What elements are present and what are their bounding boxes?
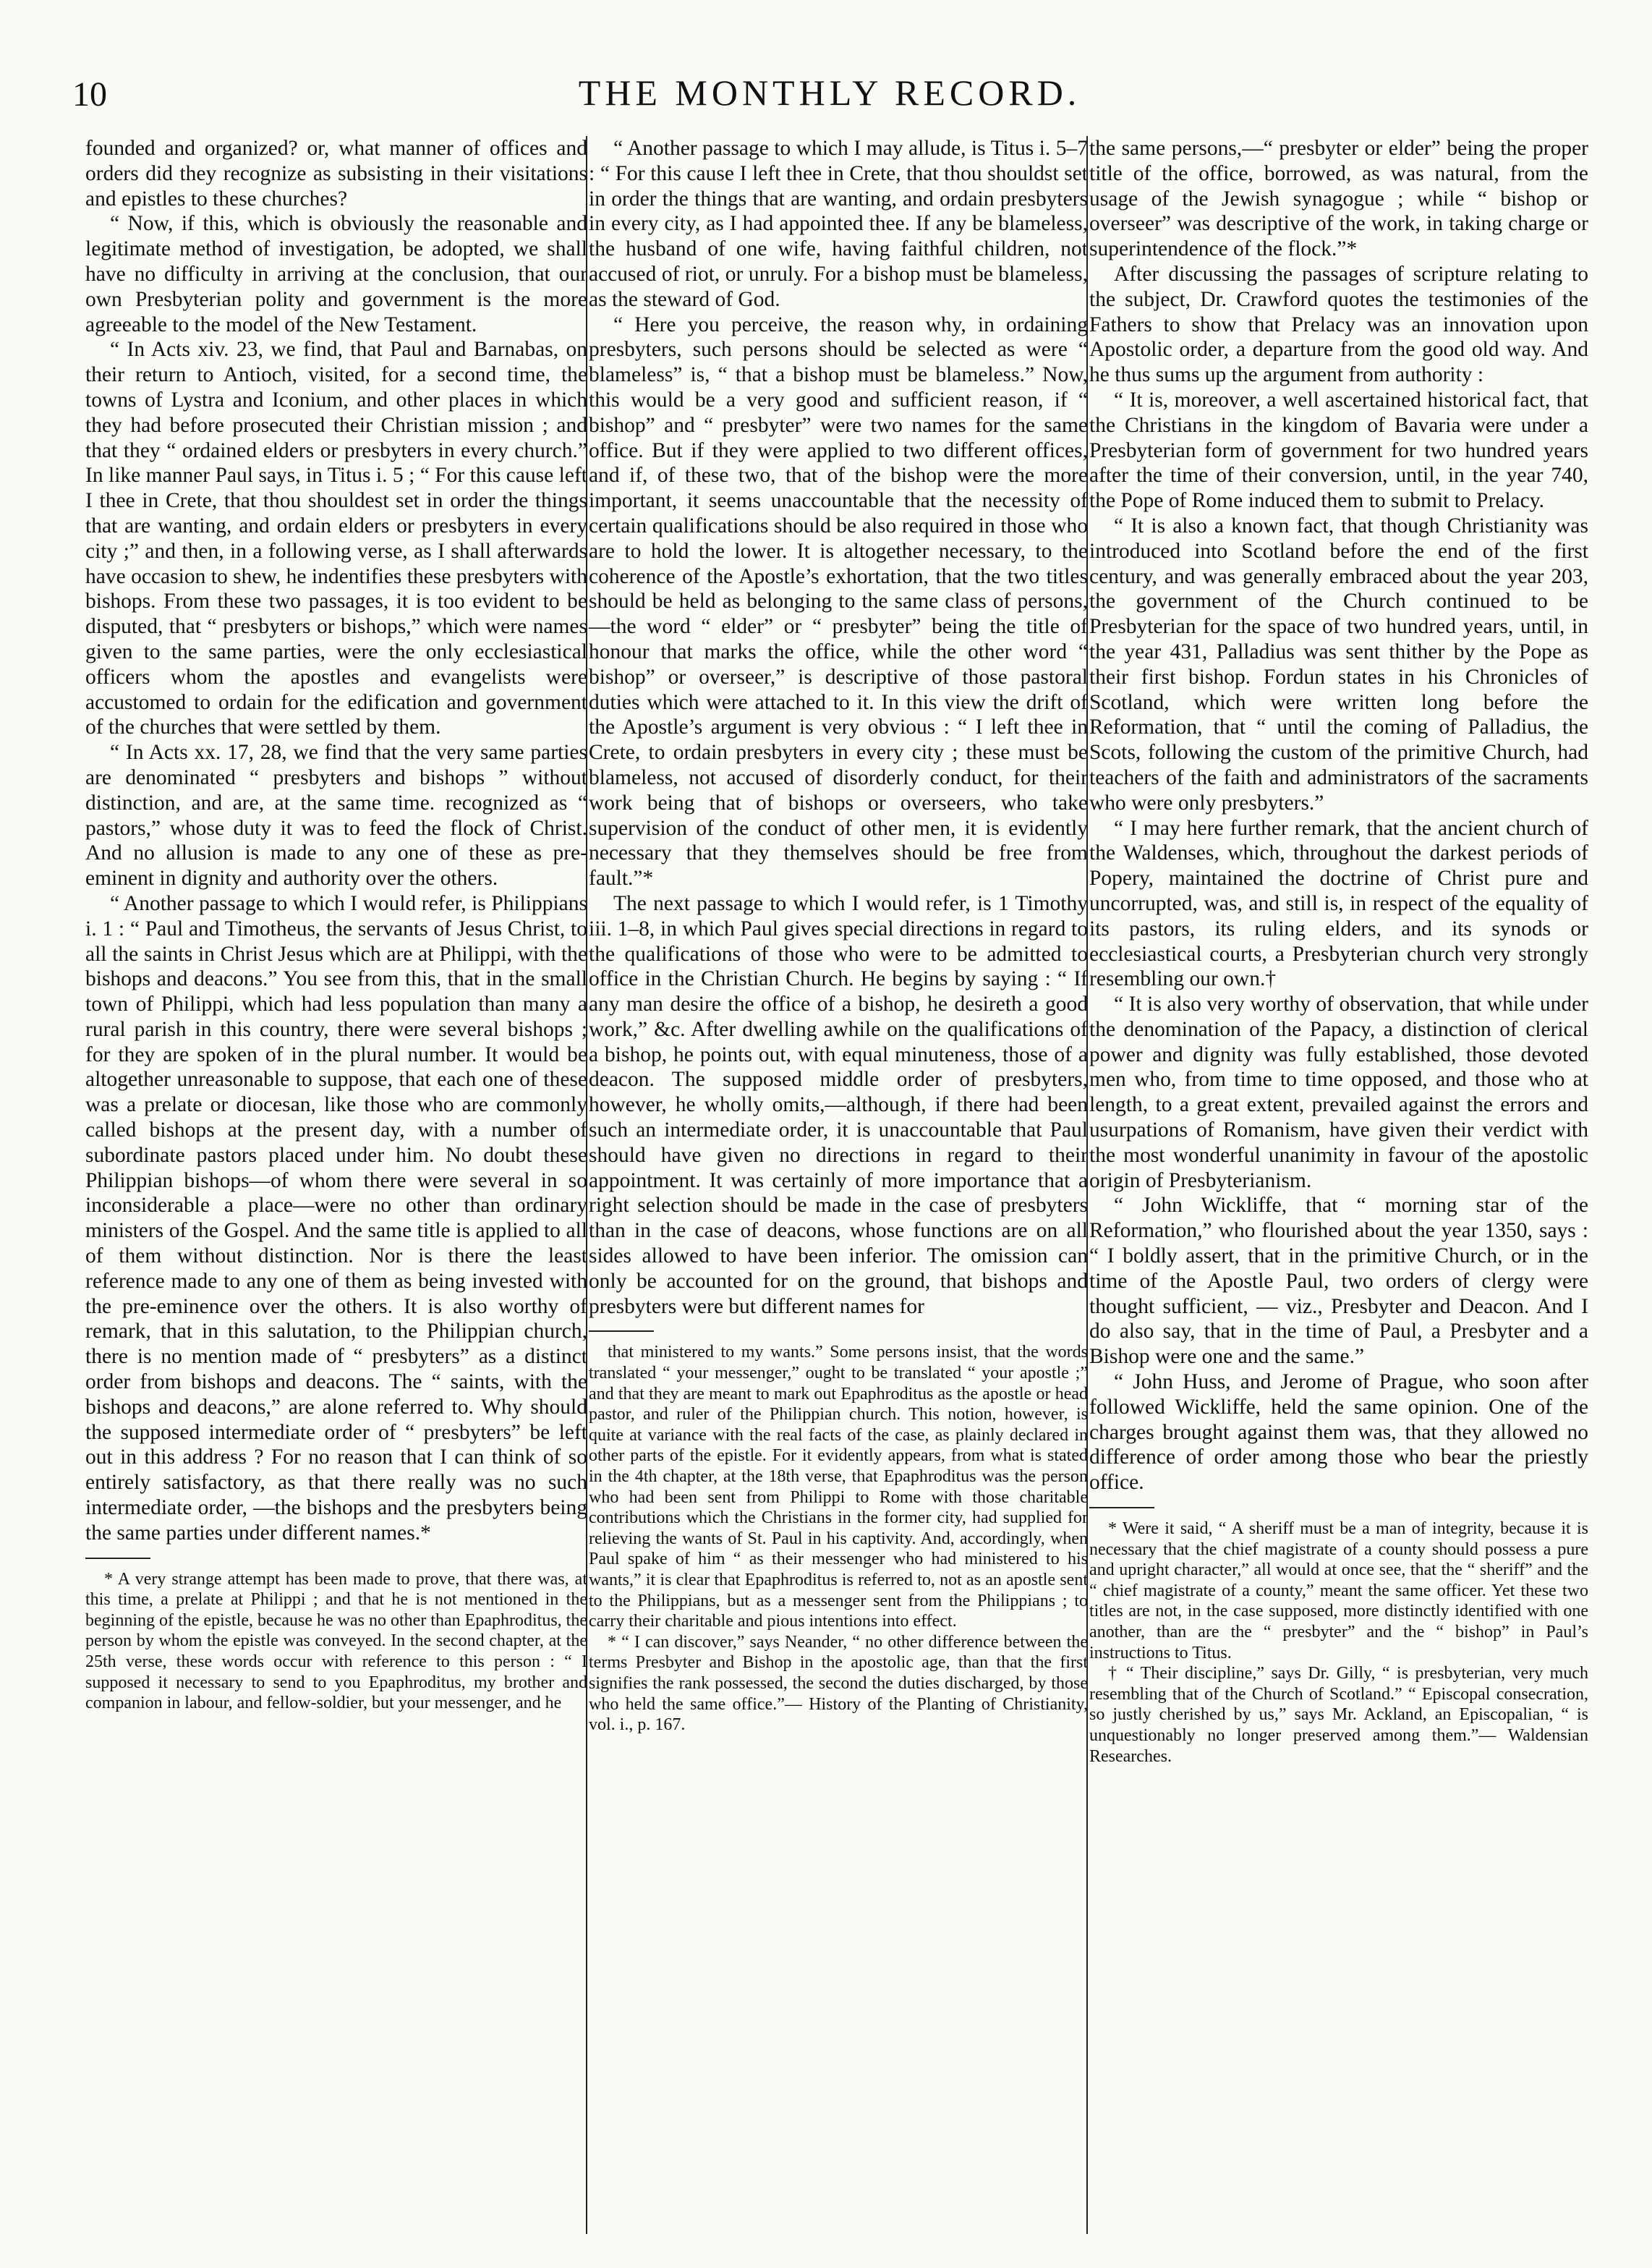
footnotes — [85, 1569, 587, 1714]
running-head: THE MONTHLY RECORD. — [578, 72, 1081, 113]
paragraph: “ Another passage to which I may allude, is Titus i. 5–7 : “ For this cause I left thee in Crete, that thou shouldst set in order the things that are wanting, and ordain presbyters in every city, as I had appointed thee. If any be blameless, the husband of one wife, having faithful children, not accused of riot, or unruly. For a bishop must be blameless, as the steward of God. — [589, 137, 1088, 311]
paragraph: the same persons,—“ presbyter or elder” being the proper title of the office, borrowed, as was natural, from the usage of the Jewish synagogue ; while “ bishop or overseer” was descriptive of the work, in taking charge or superintendence of the flock.”* — [1089, 137, 1588, 261]
footnote: * A very strange attempt has been made to prove, that there was, at this time, a prelate at Philippi ; and that he is not mentioned in the beginning of the epistle, because he was no other than Epaphroditus, the person by whom the epistle was conveyed. In the second chapter, at the 25th verse, these words occur with reference to this person : “ I supposed it necessary to send to you Epaphroditus, my brother and companion in labour, and fellow-soldier, but your messenger, and he — [85, 1569, 587, 1713]
paragraph: After discussing the passages of scripture relating to the subject, Dr. Crawford quotes the testimonies of the Fathers to show that Prelacy was an innovation upon Apostolic order, a departure from the good old way. And he thus sums up the argument from authority : — [1089, 262, 1588, 387]
footnote: that ministered to my wants.” Some persons insist, that the words translated “ your messenger,” ought to be translated “ your apostle ;” and that they are meant to mark out Epaphroditus as the apostle or head pastor, and ruler of the Philippian church. This notion, however, is quite at variance with the real facts of the case, as plainly declared in other parts of the epistle. For it evidently appears, from what is stated in the 4th chapter, at the 18th verse, that Epaphroditus was the person who had been sent from Philippi to Rome with those charitable contributions which the Christians in the former city, had supplied for relieving the wants of St. Paul in his captivity. And, accordingly, when Paul spake of him “ as their messenger who had ministered to his wants,” it is clear that Epaphroditus is referred to, not as an apostle sent to the Philippians, but as a messenger sent from the Philippians ; to carry their charitable and pious intentions into effect. — [589, 1343, 1088, 1631]
footnote-rule — [1089, 1507, 1154, 1508]
footnote: † “ Their discipline,” says Dr. Gilly, “ is presbyterian, very much resembling that of the Church of Scotland.” “ Episcopal consecration, so justly cherished by us,” says Mr. Ackland, an Episcopalian, “ is unquestionably no longer preserved among them.”— Waldensian Researches. — [1089, 1664, 1588, 1766]
paragraph: The next passage to which I would refer, is 1 Timothy iii. 1–8, in which Paul gives special directions in regard to the qualifications of those who were to be admitted to office in the Christian Church. He begins by saying : “ If any man desire the office of a bishop, he desireth a good work,” &c. After dwelling awhile on the qualifications of a bishop, he points out, with equal minuteness, those of a deacon. The supposed middle order of presbyters, however, he wholly omits,—although, if there had been such an intermediate order, it is unaccountable that Paul should have given no directions in regard to their appointment. It was certainly of more importance that a right selection should be made in the case of presbyters than in the case of deacons, whose functions are on all sides allowed to have been inferior. The omission can only be accounted for on the ground, that bishops and presbyters were but different names for — [589, 891, 1088, 1318]
paragraph: “ Now, if this, which is obviously the reasonable and legitimate method of investigation, be adopted, we shall have no difficulty in arriving at the conclusion, that our own Presbyterian polity and government is the more agreeable to the model of the New Testament. — [85, 212, 587, 336]
footnotes — [589, 1342, 1088, 1735]
footnote-rule — [85, 1558, 150, 1559]
paragraph: “ I may here further remark, that the ancient church of the Waldenses, which, throughout the darkest periods of Popery, maintained the doctrine of Christ pure and uncorrupted, was, and still is, in respect of the equality of its pastors, its ruling elders, and its synods or ecclesiastical courts, a Presbyterian church very strongly resembling our own.† — [1089, 816, 1588, 991]
paragraph: “ It is, moreover, a well ascertained historical fact, that the Christians in the kingdom of Bavaria were under a Presbyterian form of government for two hundred years after the time of their conversion, until, in the year 740, the Pope of Rome induced them to submit to Prelacy. — [1089, 388, 1588, 513]
column-2 — [589, 136, 1088, 1736]
page-header — [72, 69, 1587, 119]
column-3 — [1089, 136, 1588, 1767]
paragraph: “ John Huss, and Jerome of Prague, who soon after followed Wickliffe, held the same opinion. One of the charges brought against them was, that they allowed no difference of order among those who bear the priestly office. — [1089, 1370, 1588, 1495]
paragraph: “ John Wickliffe, that “ morning star of the Reformation,” who flourished about the year 1350, says : “ I boldly assert, that in the primitive Church, or in the time of the Apostle Paul, two orders of clergy were thought sufficient, — viz., Presbyter and Deacon. And I do also say, that in the time of Paul, a Presbyter and a Bishop were one and the same.” — [1089, 1194, 1588, 1369]
paragraph: “ Another passage to which I would refer, is Philippians i. 1 : “ Paul and Timotheus, the servants of Jesus Christ, to all the saints in Christ Jesus which are at Philippi, with the bishops and deacons.” You see from this, that in the small town of Philippi, which had less population than many a rural parish in this country, there were several bishops ; for they are spoken of in the plural number. It would be altogether unreasonable to suppose, that each one of these was a prelate or diocesan, like those who are commonly called bishops at the present day, with a number of subordinate pastors placed under him. No doubt these Philippian bishops—of whom there were several in so inconsiderable a place—were no other than ordinary ministers of the Gospel. And the same title is applied to all of them without distinction. Nor is there the least reference made to any one of them as being invested with the pre-eminence over the others. It is also worthy of remark, that in this salutation, to the Philippian church, there is no mention made of “ presbyters” as a distinct order from bishops and deacons. The “ saints, with the bishops and deacons,” are alone referred to. Why should the supposed intermediate order of “ presbyters” be left out in this address ? For no reason that I can think of so entirely satisfactory, as that there really was no such intermediate order, —the bishops and the presbyters being the same parties under different names.* — [85, 891, 587, 1545]
footnote: * Were it said, “ A sheriff must be a man of integrity, because it is necessary that the chief magistrate of a county should possess a pure and upright character,” all would at once see, that the “ sheriff” and the “ chief magistrate of a county,” meant the same officer. Yet these two titles are not, in the case supposed, more distinctly identified with one another, than are the “ presbyter” and the “ bishop” in Paul’s instructions to Titus. — [1089, 1519, 1588, 1662]
footnote: * “ I can discover,” says Neander, “ no other difference between the terms Presbyter and Bishop in the apostolic age, than that the first signifies the rank possessed, the second the duties discharged, by those who held the same office.”— History of the Planting of Christianity, vol. i., p. 167. — [589, 1632, 1088, 1735]
column-1 — [85, 136, 587, 1714]
paragraph: “ Here you perceive, the reason why, in ordaining presbyters, such persons should be selected as were “ blameless” is, “ that a bishop must be blameless.” Now, this would be a very good and sufficient reason, if “ bishop” and “ presbyter” were two names for the same office. But if they were applied to two different offices, and if, of these two, that of the bishop were the more important, it seems unaccountable that the necessity of certain qualifications should be also required in those who are to hold the lower. It is altogether necessary, to the coherence of the Apostle’s exhortation, that the two titles should be held as belonging to the same class of persons,—the word “ elder” or “ presbyter” being the title of honour that marks the office, while the other word “ bishop” or overseer,” is descriptive of those pastoral duties which were attached to it. In this view the drift of the Apostle’s argument is very obvious : “ I left thee in Crete, to ordain presbyters in every city ; these must be blameless, not accused of disorderly conduct, for their work being that of bishops or overseers, who take supervision of the conduct of other men, it is evidently necessary that they themselves should be free from fault.”* — [589, 313, 1088, 891]
paragraph: “ In Acts xiv. 23, we find, that Paul and Barnabas, on their return to Antioch, visited, for a second time, the towns of Lystra and Iconium, and other places in which they had before prosecuted their Christian mission ; and that they “ ordained elders or presbyters in every church.” In like manner Paul says, in Titus i. 5 ; “ For this cause left I thee in Crete, that thou shouldest set in order the things that are wanting, and ordain elders or presbyters in every city ;” and then, in a following verse, as I shall afterwards have occasion to shew, he indentifies these presbyters with bishops. From these two passages, it is too evident to be disputed, that “ presbyters or bishops,” which were names given to the same parties, were the only ecclesiastical officers whom the apostles and evangelists were accustomed to ordain for the edification and government of the churches that were settled by them. — [85, 338, 587, 739]
paragraph: founded and organized? or, what manner of offices and orders did they recognize as subsisting in their visitations and epistles to these churches? — [85, 137, 587, 211]
footnote-rule — [589, 1330, 654, 1332]
page-number: 10 — [72, 75, 107, 114]
footnotes — [1089, 1519, 1588, 1767]
paragraph: “ It is also very worthy of observation, that while under the denomination of the Papacy, a distinction of clerical power and dignity was fully established, those devoted men who, from time to time opposed, and those who at length, to a great extent, prevailed against the errors and usurpations of Romanism, have given their verdict with the most wonderful unanimity in favour of the apostolic origin of Presbyterianism. — [1089, 993, 1588, 1192]
paragraph: “ In Acts xx. 17, 28, we find that the very same parties are denominated “ presbyters and bishops ” without distinction, and are, at the same time. recognized as “ pastors,” whose duty it was to feed the flock of Christ. And no allusion is made to any one of these as pre-eminent in dignity and authority over the others. — [85, 741, 587, 891]
paragraph: “ It is also a known fact, that though Christianity was introduced into Scotland before the end of the first century, and was generally embraced about the year 203, the government of the Church continued to be Presbyterian for the space of two hundred years, until, in the year 431, Palladius was sent thither by the Pope as their first bishop. Fordun states in his Chronicles of Scotland, which were written long before the Reformation, that “ until the coming of Palladius, the Scots, following the custom of the primitive Church, had teachers of the faith and administrators of the sacraments who were only presbyters.” — [1089, 514, 1588, 815]
